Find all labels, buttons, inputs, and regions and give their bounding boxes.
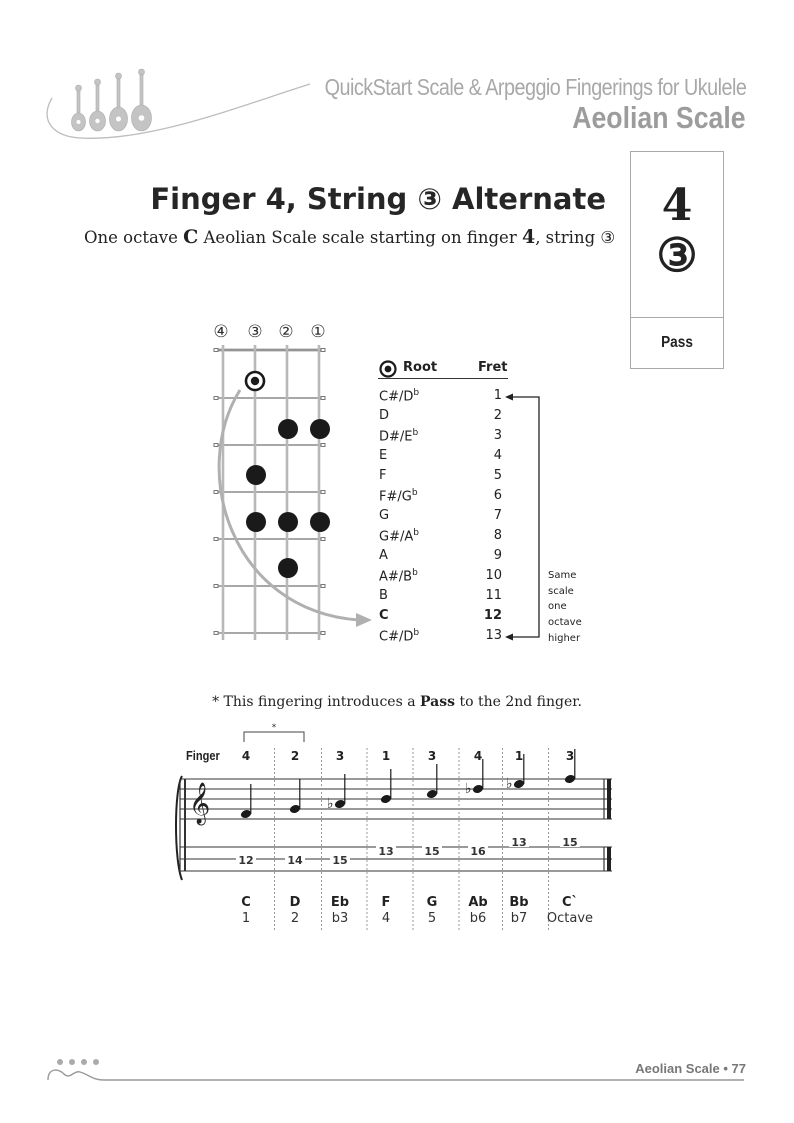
finger-number: 3 <box>427 749 437 763</box>
octave-bracket <box>500 390 545 644</box>
octave-note-line: Same <box>548 570 577 581</box>
fret-table-row <box>379 546 504 566</box>
note-name: $D\#/E^b$ <box>379 428 419 445</box>
finger-row-label: Finger <box>186 748 220 763</box>
fret-number: 11 <box>485 588 502 603</box>
octave-note <box>548 568 588 647</box>
fretboard-diagram <box>190 316 390 656</box>
finger-number: 3 <box>335 749 345 763</box>
note-name: C <box>379 608 389 623</box>
fret-table-row <box>379 446 504 466</box>
scale-note-name: C` <box>561 895 579 910</box>
fret-table-row <box>379 386 504 406</box>
string-label-3: ③ <box>247 322 263 342</box>
flat-icon: ♭ <box>465 781 472 797</box>
fret-number: 13 <box>485 628 502 643</box>
scale-note-name: C <box>241 895 251 910</box>
scale-note-name: G <box>426 895 438 910</box>
fret-number: 7 <box>493 508 502 523</box>
position-string: ③ <box>656 228 698 282</box>
fret-number: 2 <box>493 408 502 423</box>
fret-number: 6 <box>493 488 502 503</box>
finger-dot <box>278 419 298 439</box>
finger-number: 4 <box>473 749 483 763</box>
description-finger: 4 <box>521 226 536 248</box>
scale-degree: 5 <box>427 911 437 926</box>
header-subtitle: QuickStart Scale & Arpeggio Fingerings for Ukulele <box>324 74 746 100</box>
note-name: $G\#/A^b$ <box>379 528 419 545</box>
ukulele-logo <box>40 66 320 146</box>
page-footer: Aeolian Scale • 77 <box>635 1061 746 1076</box>
fret-number: 12 <box>483 608 502 623</box>
finger-number: 1 <box>514 749 524 763</box>
note-name: E <box>379 448 388 463</box>
description-suffix: , string ③ <box>535 228 616 247</box>
flat-icon: ♭ <box>506 776 513 792</box>
tab-fret: 15 <box>424 845 440 858</box>
fret-header: Fret <box>478 360 508 375</box>
tab-fret: 14 <box>287 854 303 867</box>
position-label: Pass <box>661 334 693 351</box>
description-prefix: One octave <box>84 228 184 247</box>
scale-note-name: Bb <box>509 895 529 910</box>
finger-dot <box>246 512 266 532</box>
fret-number: 8 <box>493 528 502 543</box>
scale-note-name: D <box>289 895 301 910</box>
fret-number: 9 <box>493 548 502 563</box>
fret-number: 5 <box>493 468 502 483</box>
scale-note-name: F <box>381 895 391 910</box>
fret-table-row <box>379 626 504 646</box>
string-label-1: ① <box>310 322 326 342</box>
note-name: A <box>379 548 388 563</box>
fret-table-row <box>379 586 504 606</box>
finger-number: 1 <box>381 749 391 763</box>
position-box-divider <box>630 317 724 318</box>
scale-degree: 4 <box>381 911 391 926</box>
finger-dot <box>278 558 298 578</box>
fret-number: 1 <box>493 388 502 403</box>
note-name: D <box>379 408 390 423</box>
octave-note-line: scale <box>548 585 574 597</box>
octave-note-line: one <box>548 601 567 613</box>
tab-fret: 15 <box>332 854 348 867</box>
scale-note-name: Eb <box>330 895 350 910</box>
root-legend-icon <box>379 360 397 378</box>
finger-number: 2 <box>290 749 300 763</box>
finger-number: 4 <box>241 749 251 763</box>
note-name: $C\#/D^b$ <box>379 628 420 645</box>
finger-dot <box>310 419 330 439</box>
tab-fret: 12 <box>238 854 254 867</box>
page-title: Finger 4, String ③ Alternate <box>150 182 606 216</box>
footnote-prefix: * This fingering introduces a <box>212 694 421 710</box>
music-notation <box>170 740 620 940</box>
note-name: F <box>379 468 387 483</box>
footnote-suffix: to the 2nd finger. <box>455 694 582 710</box>
description-key: C <box>183 226 199 248</box>
fret-number: 4 <box>493 448 502 463</box>
note-name: $C\#/D^b$ <box>379 388 420 405</box>
tab-fret: 16 <box>470 845 486 858</box>
fret-table-row <box>379 566 504 586</box>
tab-fret: 15 <box>562 836 578 849</box>
fret-lines <box>216 350 323 633</box>
description-middle: Aeolian Scale scale starting on finger <box>198 228 522 247</box>
footnote <box>0 694 794 710</box>
scale-degree: b6 <box>469 911 487 926</box>
fret-table-row <box>379 486 504 506</box>
header-title: Aeolian Scale <box>572 100 746 135</box>
fret-table-row <box>379 506 504 526</box>
scale-degree: 1 <box>241 911 251 926</box>
scale-degree: Octave <box>546 911 594 926</box>
fret-table-row <box>379 606 504 626</box>
string-label-2: ② <box>278 322 294 342</box>
note-name: $A\#/B^b$ <box>379 568 418 585</box>
fret-table-row <box>379 426 504 446</box>
table-header-rule <box>378 378 508 379</box>
string-label-4: ④ <box>213 322 229 342</box>
note-name: G <box>379 508 390 523</box>
page-description <box>84 226 615 248</box>
finger-dot <box>278 512 298 532</box>
footnote-bold: Pass <box>420 694 456 710</box>
position-finger: 4 <box>661 180 693 231</box>
finger-number: 3 <box>565 749 575 763</box>
svg-text:*: * <box>271 723 277 733</box>
note-name: $F\#/G^b$ <box>379 488 418 505</box>
fret-number: 10 <box>485 568 502 583</box>
finger-dot <box>310 512 330 532</box>
octave-arrowhead <box>356 613 372 627</box>
fret-table-row <box>379 466 504 486</box>
scale-note-name: Ab <box>468 895 488 910</box>
finger-dot <box>246 465 266 485</box>
octave-note-line: higher <box>548 632 581 644</box>
fret-table-row <box>379 406 504 426</box>
system-brace <box>176 776 182 880</box>
treble-clef-icon: 𝄞 <box>189 783 211 824</box>
tab-fret: 13 <box>511 836 527 849</box>
tab-fret: 13 <box>378 845 394 858</box>
scale-degree: 2 <box>290 911 300 926</box>
root-legend-label: Root <box>403 360 438 375</box>
fret-number: 3 <box>493 428 502 443</box>
fret-table-row <box>379 526 504 546</box>
flat-icon: ♭ <box>327 796 334 812</box>
note-name: B <box>379 588 388 603</box>
octave-note-line: octave <box>548 617 582 629</box>
scale-degree: b3 <box>331 911 349 926</box>
scale-degree: b7 <box>510 911 528 926</box>
